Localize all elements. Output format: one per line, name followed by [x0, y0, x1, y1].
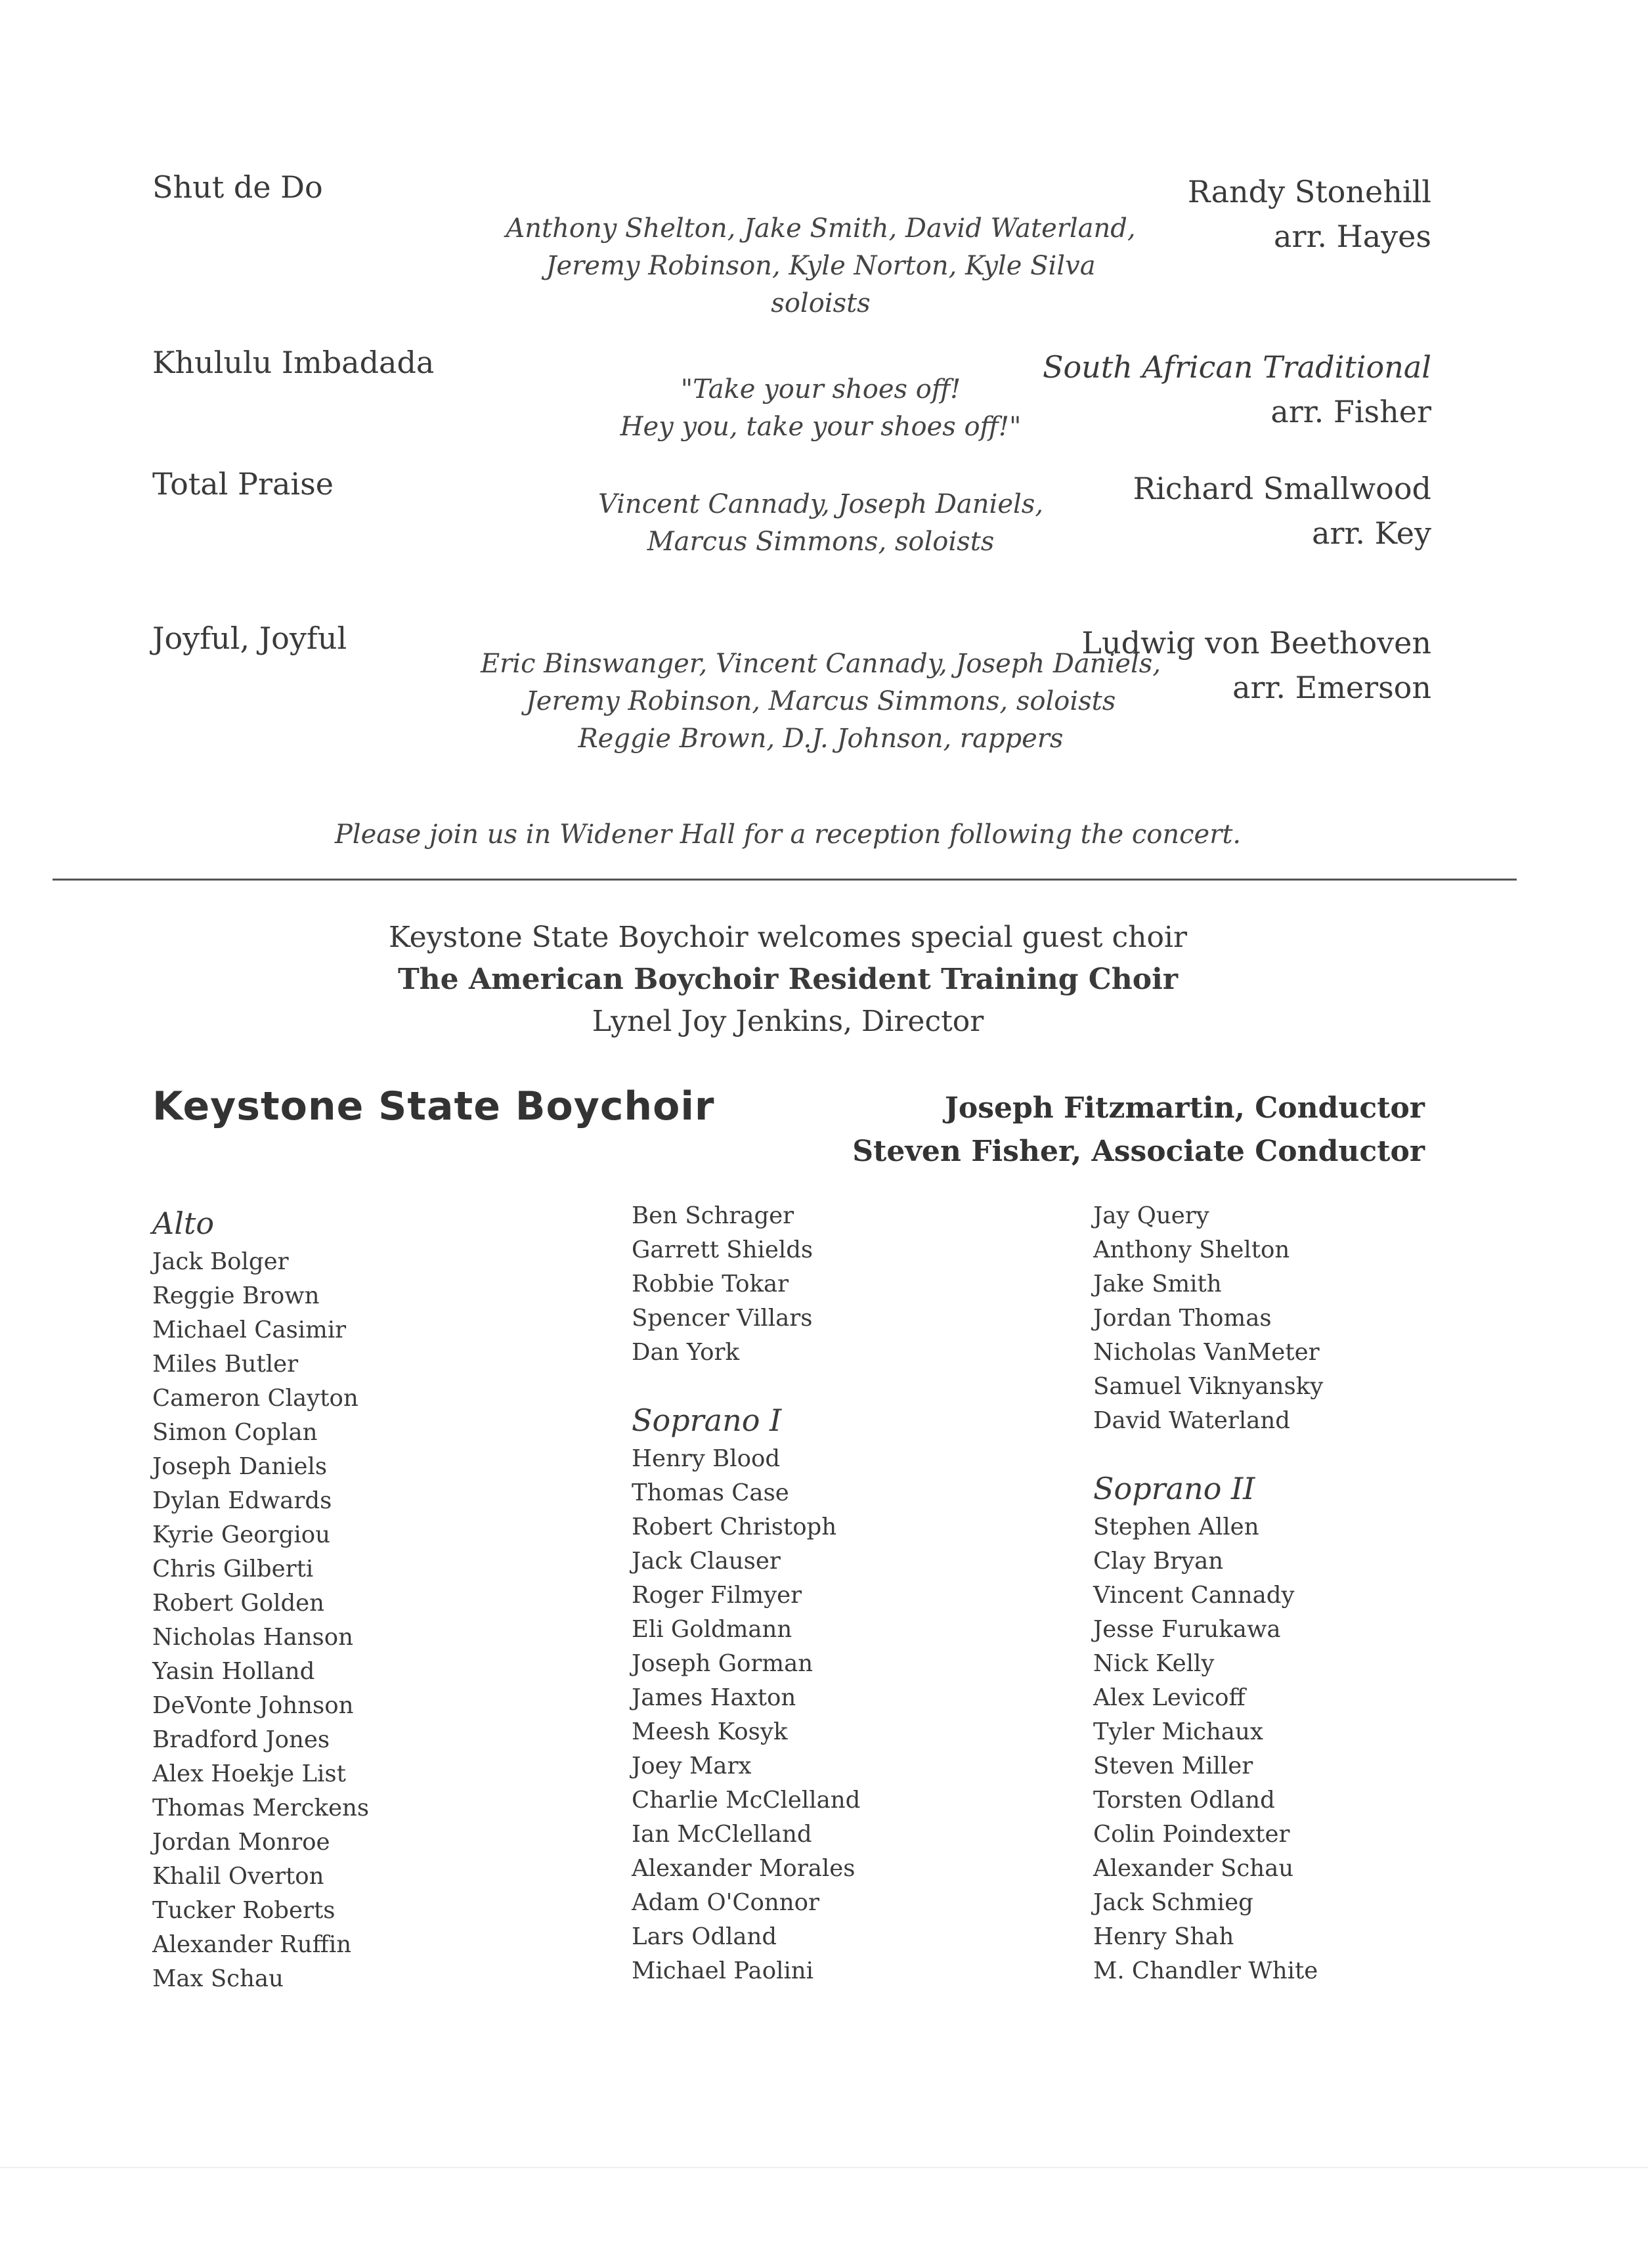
member-name: Vincent Cannady	[1093, 1582, 1295, 1609]
member-name: Adam O'Connor	[632, 1889, 819, 1916]
member-name: Meesh Kosyk	[632, 1718, 788, 1745]
roster-column-1	[152, 1202, 369, 1996]
guest-director: Lynel Joy Jenkins, Director	[592, 1005, 984, 1038]
section-heading-soprano-2: Soprano II	[1093, 1471, 1255, 1506]
member-name: Yasin Holland	[152, 1658, 315, 1685]
guest-intro: Keystone State Boychoir welcomes special guest choir	[388, 921, 1188, 954]
member-name: Joey Marx	[632, 1753, 752, 1779]
note-line: Hey you, take your shoes off!"	[620, 412, 1022, 442]
member-name: Reggie Brown	[152, 1282, 320, 1309]
member-name: Joseph Daniels	[152, 1453, 328, 1480]
piece-composer-2	[1043, 345, 1431, 434]
arranger-name: arr. Fisher	[1270, 394, 1431, 429]
member-name: DeVonte Johnson	[152, 1692, 354, 1719]
member-name: Khalil Overton	[152, 1863, 324, 1890]
member-name: Ben Schrager	[632, 1202, 794, 1229]
piece-composer-1	[1188, 169, 1431, 259]
conductor-name: Joseph Fitzmartin, Conductor	[945, 1091, 1425, 1125]
member-name: Eli Goldmann	[632, 1616, 792, 1643]
piece-title-4: Joyful, Joyful	[152, 621, 347, 656]
member-name: Henry Shah	[1093, 1923, 1234, 1950]
piece-notes-1	[460, 210, 1182, 322]
piece-notes-3	[460, 486, 1182, 561]
member-name: Alex Hoekje List	[152, 1760, 346, 1787]
member-name: Alexander Schau	[1093, 1855, 1294, 1882]
member-name: Kyrie Georgiou	[152, 1521, 330, 1548]
note-line: "Take your shoes off!	[680, 374, 961, 404]
composer-name: South African Traditional	[1042, 349, 1431, 385]
arranger-name: arr. Emerson	[1232, 670, 1431, 705]
member-name: Thomas Case	[632, 1479, 789, 1506]
member-name: Nicholas VanMeter	[1093, 1339, 1320, 1366]
member-name: Charlie McClelland	[632, 1787, 861, 1814]
section-divider	[53, 879, 1517, 881]
member-name: Jake Smith	[1093, 1271, 1222, 1298]
member-name: Nick Kelly	[1093, 1650, 1215, 1677]
member-name: Samuel Viknyansky	[1093, 1373, 1324, 1400]
composer-name: Richard Smallwood	[1133, 471, 1431, 506]
member-name: Henry Blood	[632, 1445, 781, 1472]
section-spacer	[632, 1370, 860, 1399]
section-spacer	[1093, 1438, 1323, 1467]
member-name: Colin Poindexter	[1093, 1821, 1290, 1848]
member-name: Michael Casimir	[152, 1317, 347, 1343]
member-name: Jack Bolger	[152, 1248, 289, 1275]
piece-composer-4	[1081, 621, 1431, 710]
member-name: Robbie Tokar	[632, 1271, 789, 1298]
roster-column-3	[1093, 1199, 1323, 1988]
choir-title: Keystone State Boychoir	[152, 1083, 715, 1129]
guest-choir-block	[197, 917, 1379, 1043]
note-line: Jeremy Robinson, Kyle Norton, Kyle Silva	[546, 251, 1096, 281]
arranger-name: arr. Key	[1312, 515, 1431, 551]
note-line: Reggie Brown, D.J. Johnson, rappers	[578, 724, 1064, 754]
soprano-1-list	[632, 1442, 860, 1988]
reception-note: Please join us in Widener Hall for a reception following the concert.	[334, 819, 1242, 850]
member-name: Miles Butler	[152, 1351, 299, 1378]
section-heading-alto: Alto	[152, 1206, 215, 1241]
note-line: soloists	[771, 288, 871, 318]
member-name: Chris Gilberti	[152, 1556, 314, 1582]
member-name: Tyler Michaux	[1093, 1718, 1263, 1745]
member-name: Thomas Merckens	[152, 1795, 370, 1821]
member-name: Max Schau	[152, 1965, 284, 1992]
member-name: Alexander Morales	[632, 1855, 856, 1882]
arranger-name: arr. Hayes	[1274, 219, 1431, 254]
soprano-2-list	[1093, 1510, 1323, 1988]
member-name: M. Chandler White	[1093, 1957, 1318, 1984]
note-line: Vincent Cannady, Joseph Daniels,	[597, 489, 1044, 519]
member-name: Jordan Thomas	[1093, 1305, 1272, 1332]
associate-conductor-name: Steven Fisher, Associate Conductor	[852, 1135, 1425, 1168]
member-name: Tucker Roberts	[152, 1897, 336, 1924]
member-name: Dan York	[632, 1339, 739, 1366]
member-name: Clay Bryan	[1093, 1548, 1224, 1575]
composer-name: Randy Stonehill	[1187, 174, 1431, 209]
member-name: Roger Filmyer	[632, 1582, 802, 1609]
member-name: Dylan Edwards	[152, 1487, 332, 1514]
member-name: Alex Levicoff	[1093, 1684, 1246, 1711]
member-name: Jesse Furukawa	[1093, 1616, 1281, 1643]
member-name: Steven Miller	[1093, 1753, 1253, 1779]
guest-choir-name: The American Boychoir Resident Training Choir	[397, 963, 1179, 996]
alto-list	[152, 1245, 369, 1996]
composer-name: Ludwig von Beethoven	[1081, 625, 1431, 661]
member-name: Michael Paolini	[632, 1957, 814, 1984]
member-name: David Waterland	[1093, 1407, 1290, 1434]
conductors-block	[852, 1087, 1425, 1173]
member-name: Torsten Odland	[1093, 1787, 1275, 1814]
member-name: James Haxton	[632, 1684, 796, 1711]
member-name: Jack Clauser	[632, 1548, 781, 1575]
member-name: Simon Coplan	[152, 1419, 318, 1446]
member-name: Spencer Villars	[632, 1305, 813, 1332]
section-heading-soprano-1: Soprano I	[632, 1403, 782, 1438]
member-name: Garrett Shields	[632, 1236, 813, 1263]
note-line: Anthony Shelton, Jake Smith, David Waterland,	[506, 213, 1136, 244]
member-name: Jordan Monroe	[152, 1829, 330, 1856]
roster-column-2	[632, 1199, 860, 1988]
note-line: Eric Binswanger, Vincent Cannady, Joseph Daniels,	[480, 649, 1161, 679]
member-name: Alexander Ruffin	[152, 1931, 352, 1958]
piece-notes-4	[460, 645, 1182, 758]
member-name: Jack Schmieg	[1093, 1889, 1253, 1916]
note-line: Marcus Simmons, soloists	[647, 527, 995, 557]
member-name: Stephen Allen	[1093, 1514, 1259, 1540]
member-name: Anthony Shelton	[1093, 1236, 1290, 1263]
member-name: Jay Query	[1093, 1202, 1209, 1229]
member-name: Nicholas Hanson	[152, 1624, 353, 1651]
piece-title-1: Shut de Do	[152, 169, 323, 205]
piece-composer-3	[1133, 466, 1431, 556]
soprano-1-continued-list	[1093, 1199, 1323, 1438]
page-edge-line	[0, 2167, 1648, 2168]
member-name: Robert Christoph	[632, 1514, 837, 1540]
member-name: Robert Golden	[152, 1590, 325, 1617]
alto-continued-list	[632, 1199, 860, 1370]
member-name: Bradford Jones	[152, 1726, 330, 1753]
member-name: Ian McClelland	[632, 1821, 812, 1848]
member-name: Lars Odland	[632, 1923, 777, 1950]
member-name: Joseph Gorman	[632, 1650, 813, 1677]
piece-title-3: Total Praise	[152, 466, 334, 502]
piece-title-2: Khululu Imbadada	[152, 345, 435, 380]
note-line: Jeremy Robinson, Marcus Simmons, soloists	[525, 686, 1116, 716]
member-name: Cameron Clayton	[152, 1385, 358, 1412]
